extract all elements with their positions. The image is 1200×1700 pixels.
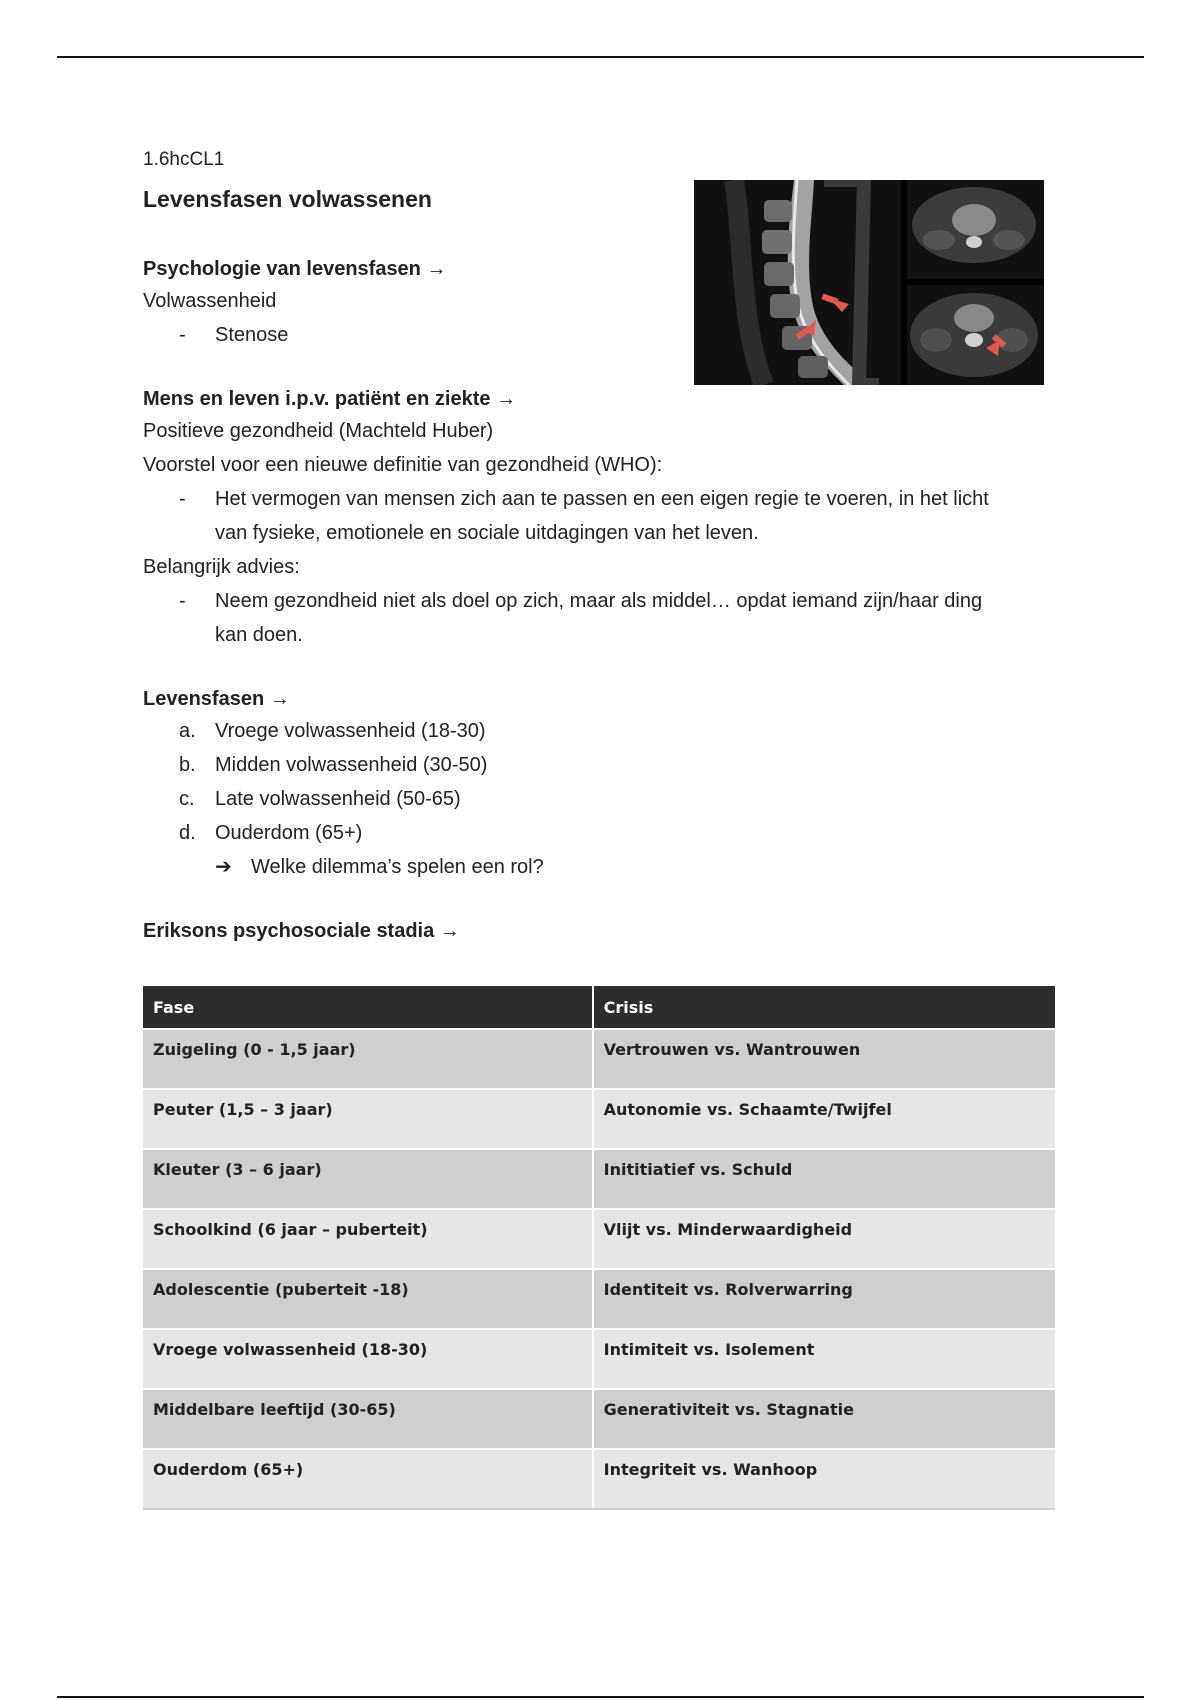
bullet-marker: - [179,590,186,612]
list-text: Vroege volwassenheid (18-30) [215,720,486,742]
table-row [143,1029,1055,1089]
table-row [143,1329,1055,1389]
table-row [143,1149,1055,1209]
table-cell-fase: Ouderdom (65+) [143,1449,593,1509]
table-row [143,1389,1055,1449]
section-heading-erikson: Eriksons psychosociale stadia → [143,920,460,942]
table-cell-fase: Zuigeling (0 - 1,5 jaar) [143,1029,593,1089]
table-cell-fase: Middelbare leeftijd (30-65) [143,1389,593,1449]
table-cell-fase: Vroege volwassenheid (18-30) [143,1329,593,1389]
list-item [143,714,1063,748]
bullet-text: Stenose [215,324,289,346]
list-item [143,584,1063,652]
table-row [143,1209,1055,1269]
text-belangrijk-advies: Belangrijk advies: [143,556,300,578]
list-text: Late volwassenheid (50-65) [215,788,461,810]
erikson-table [143,986,1055,1510]
table-cell-crisis: Integriteit vs. Wanhoop [593,1449,1055,1509]
list-marker: c. [179,788,195,810]
table-row [143,1449,1055,1509]
section-heading-levensfasen: Levensfasen → [143,688,290,710]
table-cell-crisis: Generativiteit vs. Stagnatie [593,1389,1055,1449]
list-item [143,816,1063,850]
section-heading-mens-en-leven: Mens en leven i.p.v. patiënt en ziekte → [143,388,517,410]
table-cell-crisis: Inititiatief vs. Schuld [593,1149,1055,1209]
arrow-right-icon: ➔ [215,856,232,878]
table-cell-fase: Kleuter (3 – 6 jaar) [143,1149,593,1209]
axial-view-bottom [910,293,1038,377]
axial-view-top [912,187,1036,263]
list-marker: a. [179,720,196,742]
arrow-list-text: Welke dilemma’s spelen een rol? [251,856,544,878]
bullet-text: Neem gezondheid niet als doel op zich, maar als middel… opdat iemand zijn/haar ding kan doen. [215,590,983,646]
document-code: 1.6hcCL1 [143,149,225,170]
column-header-crisis: Crisis [593,986,1055,1029]
text-volwassenheid: Volwassenheid [143,290,277,312]
table-cell-fase: Peuter (1,5 – 3 jaar) [143,1089,593,1149]
top-rule [57,56,1144,58]
table-cell-crisis: Vlijt vs. Minderwaardigheid [593,1209,1055,1269]
list-item [143,482,1063,550]
text-positieve-gezondheid: Positieve gezondheid (Machteld Huber) [143,420,494,442]
table-cell-crisis: Intimiteit vs. Isolement [593,1329,1055,1389]
arrow-list-item [143,850,1063,884]
mri-image-graphic [694,180,1044,385]
list-item [143,782,1063,816]
table-cell-fase: Adolescentie (puberteit -18) [143,1269,593,1329]
list-marker: b. [179,754,196,776]
table-cell-crisis: Autonomie vs. Schaamte/Twijfel [593,1089,1055,1149]
table-row [143,1089,1055,1149]
bullet-marker: - [179,324,186,346]
mri-spine-image [694,180,1044,385]
bullet-marker: - [179,488,186,510]
table-cell-crisis: Vertrouwen vs. Wantrouwen [593,1029,1055,1089]
page-title: Levensfasen volwassenen [143,186,432,212]
list-text: Ouderdom (65+) [215,822,363,844]
bottom-rule [57,1696,1144,1698]
table-cell-fase: Schoolkind (6 jaar – puberteit) [143,1209,593,1269]
table-cell-crisis: Identiteit vs. Rolverwarring [593,1269,1055,1329]
section-heading-psychologie: Psychologie van levensfasen → [143,258,447,280]
list-item [143,748,1063,782]
column-header-fase: Fase [143,986,593,1029]
table-header-row [143,986,1055,1029]
bullet-text: Het vermogen van mensen zich aan te passen en een eigen regie te voeren, in het licht van fysieke, emotionele en sociale uitdagingen van het leven. [215,488,989,544]
table-row [143,1269,1055,1329]
text-voorstel: Voorstel voor een nieuwe definitie van gezondheid (WHO): [143,454,663,476]
list-text: Midden volwassenheid (30-50) [215,754,488,776]
list-marker: d. [179,822,196,844]
